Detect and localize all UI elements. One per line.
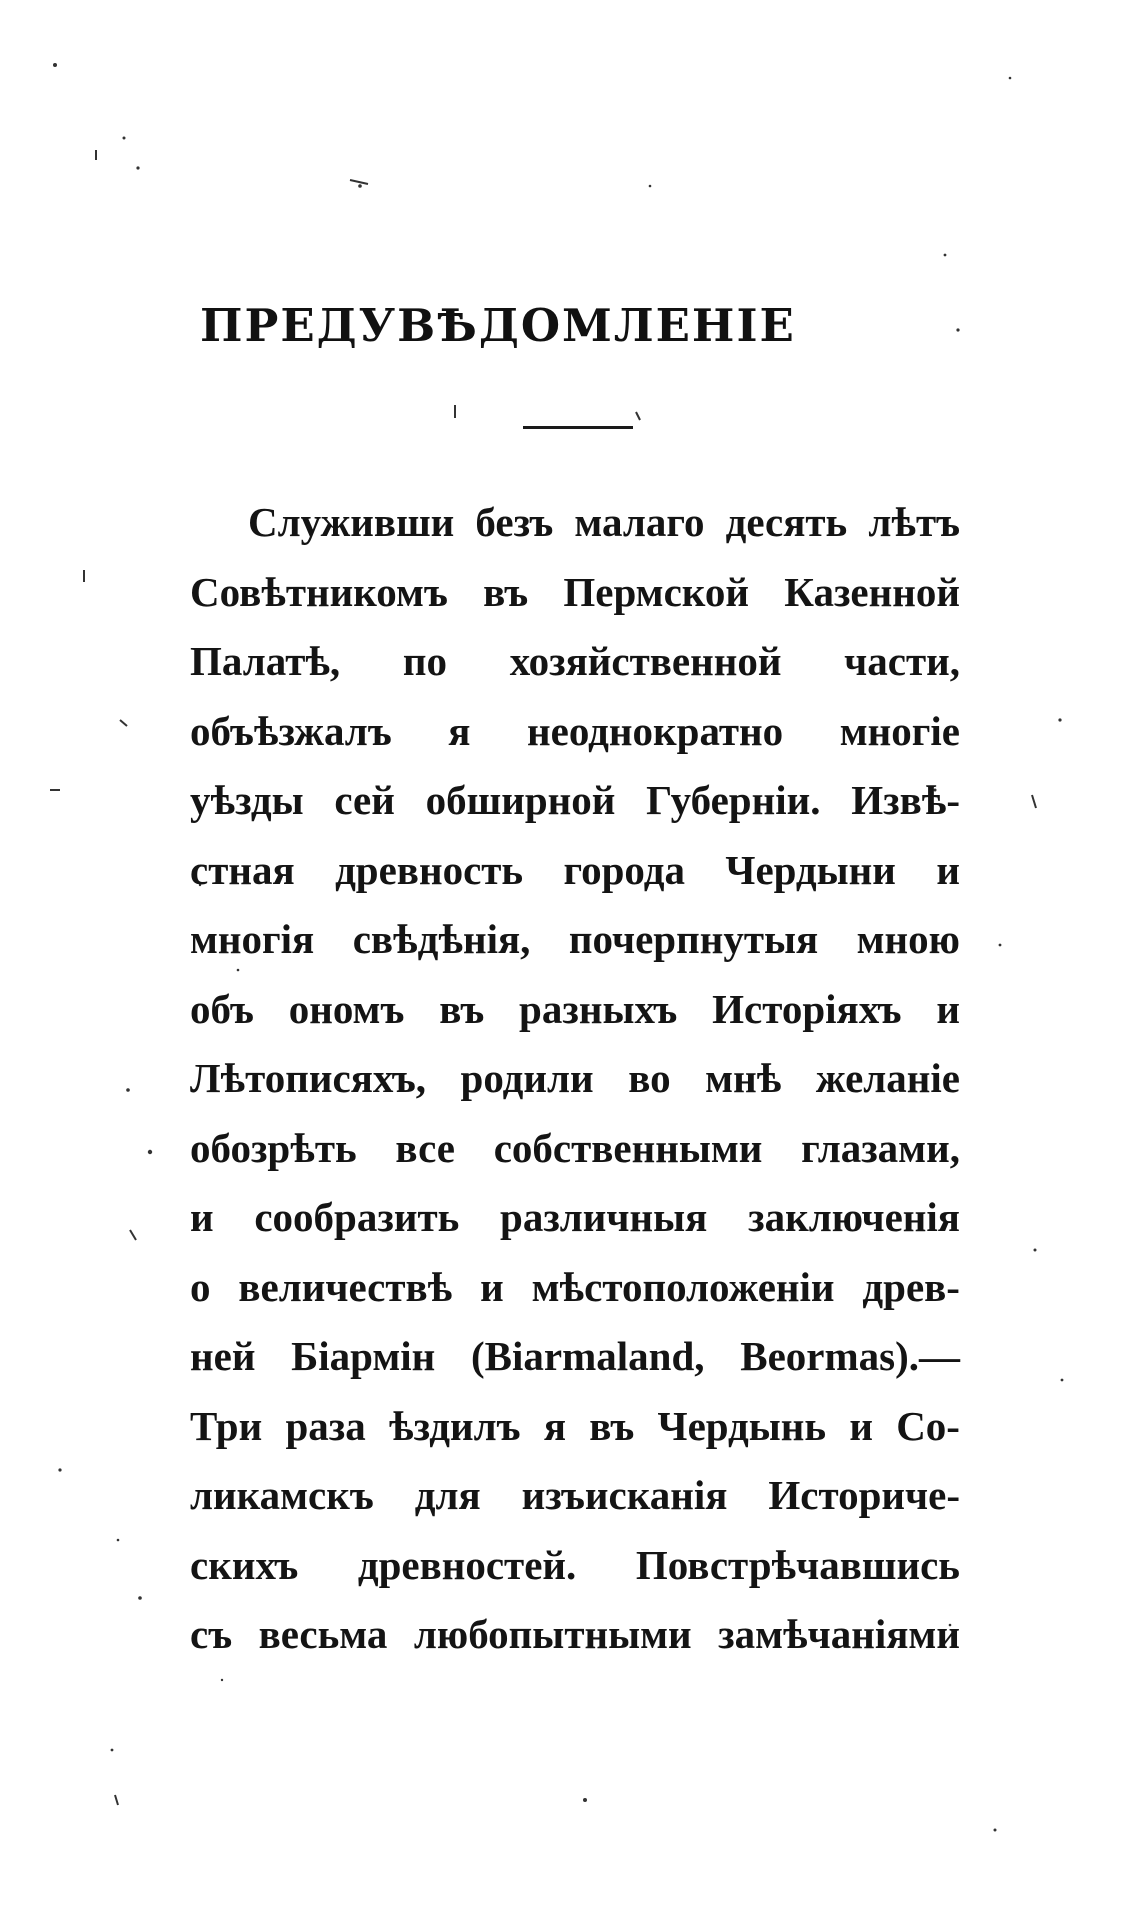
- text-word: ликамскъ: [190, 1472, 374, 1518]
- text-line: [190, 975, 960, 1045]
- text-word: обширной: [425, 777, 616, 823]
- text-word: Со-: [896, 1402, 960, 1449]
- text-word: уѣзды: [190, 777, 304, 823]
- text-word: по: [402, 638, 447, 684]
- title-rule: [523, 426, 633, 429]
- text-word: сообразить: [254, 1194, 460, 1240]
- text-word: я: [543, 1402, 566, 1449]
- text-word: многія: [190, 916, 315, 962]
- text-line: [190, 905, 960, 975]
- text-word: родили: [460, 1055, 594, 1101]
- text-word: съ: [190, 1611, 233, 1657]
- text-line: [190, 1253, 960, 1323]
- text-line: [190, 697, 960, 767]
- text-word: различныя: [500, 1194, 708, 1240]
- text-word: Извѣ-: [851, 777, 960, 823]
- text-line: [190, 1600, 960, 1670]
- text-word: Пермской: [563, 568, 749, 615]
- text-word: ономъ: [288, 985, 405, 1032]
- text-word: объѣзжалъ: [190, 707, 392, 754]
- text-word: и: [480, 1263, 504, 1310]
- text-word: древ-: [862, 1263, 960, 1310]
- text-word: изъисканія: [521, 1472, 728, 1518]
- text-word: Исторіяхъ: [712, 985, 902, 1032]
- text-word: малаго: [574, 499, 705, 545]
- text-word: въ: [439, 985, 485, 1032]
- text-word: свѣдѣнія,: [352, 916, 531, 962]
- text-line: [190, 1183, 960, 1253]
- text-word: десять: [725, 499, 848, 545]
- text-line: [190, 488, 960, 558]
- text-word: сей: [334, 777, 395, 823]
- text-word: величествѣ: [238, 1263, 453, 1310]
- text-word: Историче-: [768, 1472, 960, 1518]
- text-word: мною: [856, 916, 960, 962]
- text-word: заключенія: [748, 1194, 960, 1240]
- text-line: [190, 1531, 960, 1601]
- text-word: древностей.: [357, 1541, 577, 1588]
- text-word: объ: [190, 985, 254, 1032]
- text-word: неоднократно: [527, 707, 784, 754]
- text-word: многіе: [839, 707, 960, 754]
- text-word: желаніе: [815, 1055, 960, 1101]
- text-word: стная: [190, 846, 295, 893]
- text-word: о: [190, 1263, 211, 1310]
- text-word: я: [448, 707, 471, 754]
- text-word: города: [563, 846, 685, 893]
- text-word: разныхъ: [519, 985, 678, 1032]
- text-word: почерпнутыя: [568, 916, 819, 962]
- text-word: обозрѣть: [190, 1124, 357, 1171]
- text-word: все: [395, 1124, 455, 1171]
- text-word: любопытными: [413, 1611, 692, 1657]
- text-word: и: [936, 846, 960, 893]
- text-line: [190, 1392, 960, 1462]
- text-line: [190, 627, 960, 697]
- body-text: [190, 488, 960, 1670]
- text-word: Три: [190, 1402, 263, 1449]
- text-line: [190, 1044, 960, 1114]
- text-word: части,: [844, 638, 960, 684]
- text-word: Повстрѣчавшись: [635, 1541, 960, 1588]
- text-word: для: [414, 1472, 481, 1518]
- text-line: [190, 836, 960, 906]
- text-word: мѣстоположеніи: [531, 1263, 835, 1310]
- text-word: древность: [335, 846, 524, 893]
- text-word: безъ: [475, 499, 554, 545]
- text-word: хозяйственной: [509, 638, 782, 684]
- text-word: Служивши: [248, 499, 455, 545]
- text-line: [190, 558, 960, 628]
- text-word: Beormas).—: [740, 1333, 960, 1379]
- text-line: [190, 1322, 960, 1392]
- page-title: ПРЕДУВѢДОМЛЕНІЕ: [200, 299, 796, 352]
- text-line: [190, 1114, 960, 1184]
- text-word: лѣтъ: [868, 499, 960, 545]
- text-word: Губерніи.: [646, 777, 821, 823]
- text-word: Палатѣ,: [190, 638, 341, 684]
- text-word: и: [849, 1402, 873, 1449]
- text-word: весьма: [258, 1611, 388, 1657]
- text-word: Совѣтникомъ: [190, 568, 448, 615]
- text-word: и: [936, 985, 960, 1032]
- text-word: въ: [589, 1402, 635, 1449]
- text-word: ней: [190, 1333, 256, 1379]
- text-word: въ: [483, 568, 529, 615]
- text-word: и: [190, 1194, 214, 1240]
- text-word: мнѣ: [705, 1055, 782, 1101]
- text-word: Чердынь: [657, 1402, 827, 1449]
- text-word: во: [628, 1055, 671, 1101]
- text-word: ѣздилъ: [388, 1402, 521, 1449]
- text-word: (Biarmaland,: [471, 1333, 705, 1379]
- text-word: Біармін: [291, 1333, 436, 1379]
- text-word: собственными: [493, 1124, 763, 1171]
- text-word: скихъ: [190, 1541, 299, 1588]
- text-line: [190, 766, 960, 836]
- text-word: глазами,: [801, 1124, 960, 1171]
- text-word: замѣчаніями: [718, 1611, 960, 1657]
- text-word: раза: [285, 1402, 366, 1449]
- text-word: Лѣтописяхъ,: [190, 1055, 426, 1101]
- text-line: [190, 1461, 960, 1531]
- text-word: Чердыни: [725, 846, 896, 893]
- text-word: Казенной: [784, 568, 960, 615]
